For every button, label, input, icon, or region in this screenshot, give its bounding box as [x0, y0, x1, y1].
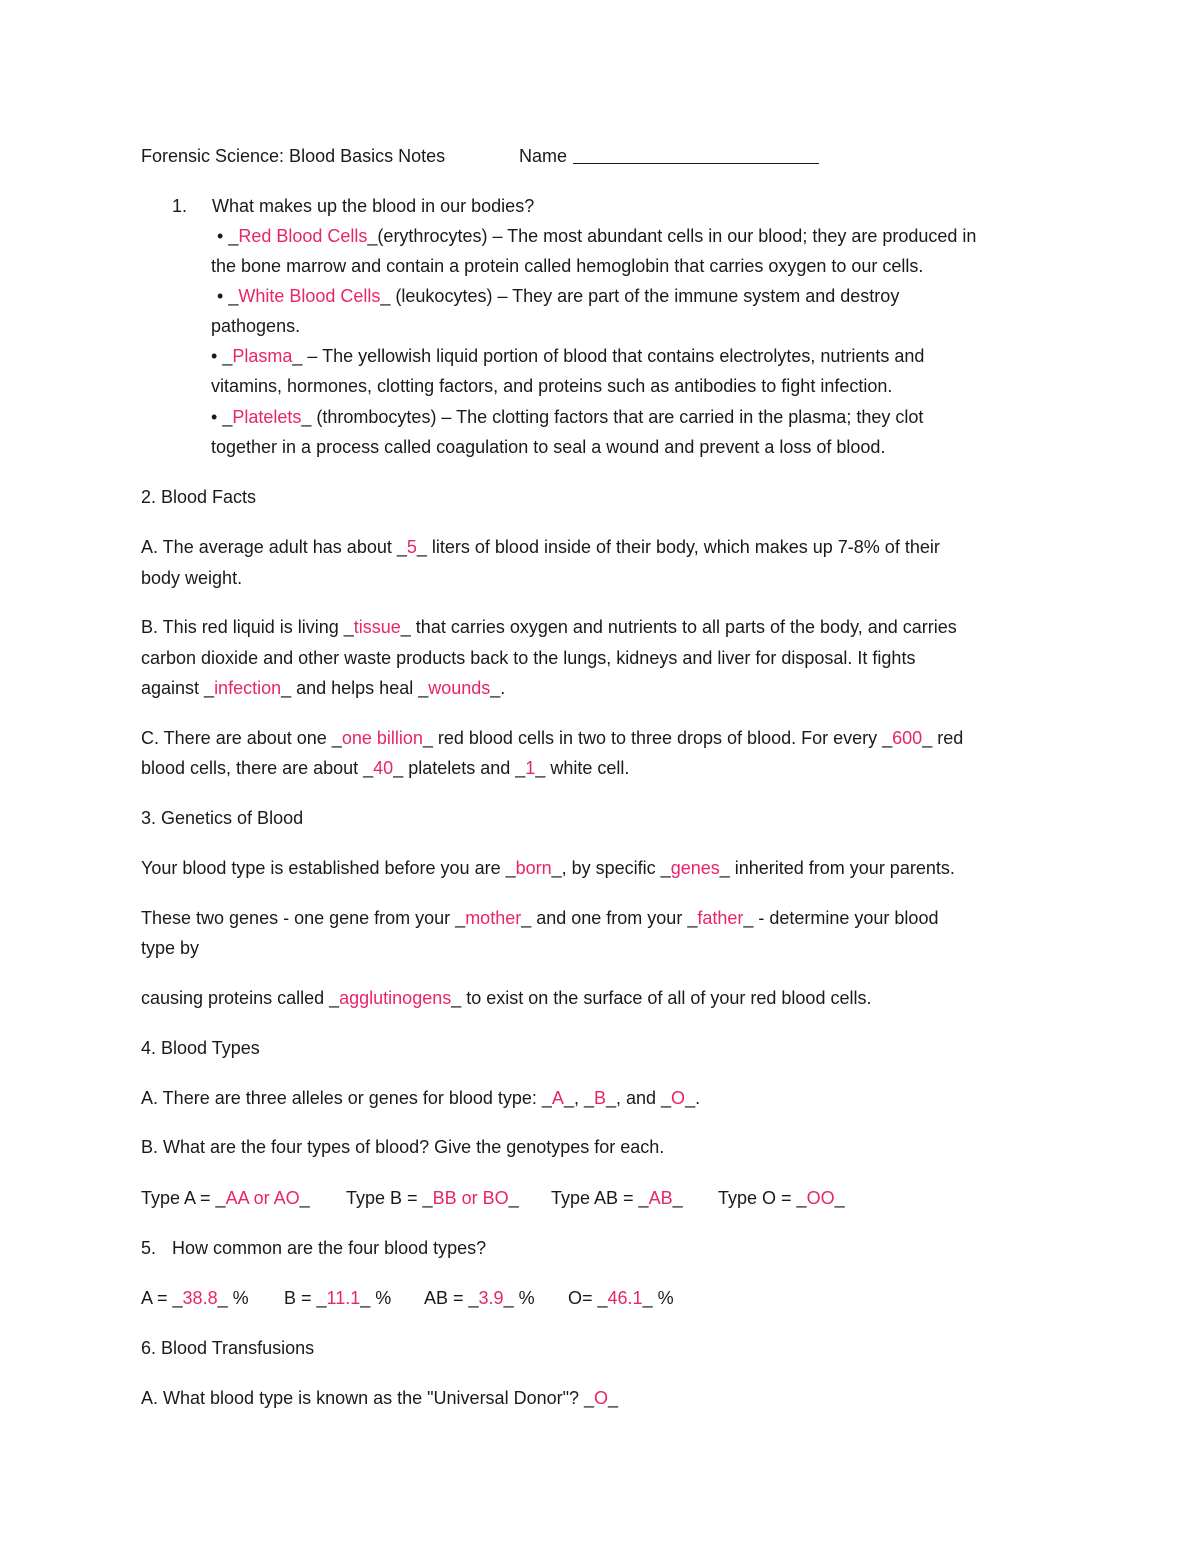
section-heading-transfusions: 6. Blood Transfusions [141, 1338, 315, 1358]
fact-b-text: B. This red liquid is living _ [141, 617, 354, 637]
blood-types-b: B. What are the four types of blood? Give the genotypes for each. [141, 1137, 665, 1157]
blank-end: _ [672, 1188, 683, 1208]
type-ab-label: Type AB = _ [551, 1188, 649, 1208]
fact-b-line-2: carbon dioxide and other waste products back to the lungs, kidneys and liver for disposal. It fights [141, 648, 916, 668]
rbc-continuation: the bone marrow and contain a protein called hemoglobin that carries oxygen to our cells. [211, 256, 924, 276]
question-number: 5. [141, 1238, 157, 1258]
answer-mother: mother [465, 908, 522, 928]
genetics-p2-continuation: type by [141, 938, 200, 958]
genetics-p2 [141, 907, 938, 929]
question-5 [141, 1237, 486, 1259]
blood-types-a-text-2: _, _ [563, 1088, 594, 1108]
document-title: Forensic Science: Blood Basics Notes [141, 146, 446, 166]
rbc-item [217, 225, 976, 247]
answer-genes: genes [670, 858, 720, 878]
transfusions-a-text: A. What blood type is known as the "Universal Donor"? _ [141, 1388, 595, 1408]
fact-b [141, 616, 957, 638]
blank-end: _ [608, 1388, 619, 1408]
percent-b [284, 1287, 391, 1309]
fact-a-continuation: body weight. [141, 568, 243, 588]
answer-allele-b: B [593, 1088, 606, 1108]
name-blank-line [573, 147, 819, 164]
genetics-p3 [141, 987, 871, 1009]
answer-1: 1 [525, 758, 536, 778]
answer-40: 40 [373, 758, 394, 778]
rbc-description: _(erythrocytes) – The most abundant cells in our blood; they are produced in [367, 226, 977, 246]
type-o-label: Type O = _ [718, 1188, 807, 1208]
answer-percent-a: 38.8 [182, 1288, 218, 1308]
genetics-p1-text-2: _, by specific _ [551, 858, 671, 878]
blood-types-a-text: A. There are three alleles or genes for blood type: _ [141, 1088, 552, 1108]
blank-marker: _ [228, 286, 239, 306]
fact-c-text: C. There are about one _ [141, 728, 342, 748]
genotype-type-b [346, 1187, 519, 1209]
answer-universal-donor: O [594, 1388, 609, 1408]
genetics-p1 [141, 857, 955, 879]
plasma-item [211, 345, 924, 367]
answer-father: father [697, 908, 744, 928]
answer-genotype-b: BB or BO [432, 1188, 509, 1208]
fact-c-line-2 [141, 757, 629, 779]
platelets-item [211, 406, 923, 428]
answer-plasma: Plasma [232, 346, 293, 366]
fact-c-text-4: blood cells, there are about _ [141, 758, 374, 778]
bullet-icon: • [217, 286, 224, 306]
question-1 [172, 195, 534, 217]
fact-c [141, 727, 963, 749]
blood-types-a-text-3: _, and _ [605, 1088, 672, 1108]
answer-allele-a: A [551, 1088, 564, 1108]
document-header [141, 145, 445, 167]
genotype-type-ab [551, 1187, 683, 1209]
answer-percent-o: 46.1 [607, 1288, 643, 1308]
question-text: What makes up the blood in our bodies? [212, 196, 535, 216]
name-field [519, 145, 819, 167]
answer-agglutinogens: agglutinogens [339, 988, 452, 1008]
genetics-p1-text-3: _ inherited from your parents. [719, 858, 955, 878]
section-heading-genetics: 3. Genetics of Blood [141, 808, 304, 828]
answer-percent-b: 11.1 [326, 1288, 361, 1308]
blank-end: _ [834, 1188, 845, 1208]
fact-c-text-6: _ white cell. [535, 758, 630, 778]
blood-types-a-text-4: _. [685, 1088, 701, 1108]
blank-marker: _ [228, 226, 239, 246]
bullet-icon: • [211, 346, 218, 366]
percent-ab-label: AB = _ [424, 1288, 479, 1308]
wbc-description: _ (leukocytes) – They are part of the immune system and destroy [380, 286, 900, 306]
percent-o-label: O= _ [568, 1288, 608, 1308]
fact-a-text: A. The average adult has about _ [141, 537, 407, 557]
genetics-p2-text: These two genes - one gene from your _ [141, 908, 466, 928]
blank-end: _ [508, 1188, 519, 1208]
answer-one-billion: one billion [341, 728, 423, 748]
name-label: Name [519, 146, 568, 166]
fact-b-text-2: _ that carries oxygen and nutrients to all parts of the body, and carries [400, 617, 957, 637]
type-a-label: Type A = _ [141, 1188, 226, 1208]
wbc-continuation: pathogens. [211, 316, 301, 336]
section-heading-blood-facts: 2. Blood Facts [141, 487, 257, 507]
fact-b-text-3: against _ [141, 678, 215, 698]
answer-platelets: Platelets [232, 407, 302, 427]
plasma-continuation: vitamins, hormones, clotting factors, and proteins such as antibodies to fight infection. [211, 376, 893, 396]
bullet-icon: • [211, 407, 218, 427]
percent-a-label: A = _ [141, 1288, 183, 1308]
genetics-p2-text-2: _ and one from your _ [521, 908, 698, 928]
type-b-label: Type B = _ [346, 1188, 433, 1208]
percent-sign: _ % [503, 1288, 535, 1308]
answer-genotype-ab: AB [648, 1188, 673, 1208]
fact-b-text-5: _. [490, 678, 506, 698]
genetics-p1-text: Your blood type is established before you are _ [141, 858, 516, 878]
transfusions-a [141, 1387, 618, 1409]
platelets-continuation: together in a process called coagulation to seal a wound and prevent a loss of blood. [211, 437, 886, 457]
percent-ab [424, 1287, 535, 1309]
answer-wounds: wounds [428, 678, 491, 698]
fact-c-text-5: _ platelets and _ [393, 758, 526, 778]
answer-liters: 5 [406, 537, 417, 557]
genetics-p2-text-3: _ - determine your blood [743, 908, 939, 928]
fact-c-text-3: _ red [922, 728, 964, 748]
percent-o [568, 1287, 674, 1309]
answer-born: born [515, 858, 552, 878]
blood-types-a [141, 1087, 700, 1109]
wbc-item [217, 285, 899, 307]
answer-percent-ab: 3.9 [478, 1288, 504, 1308]
percent-b-label: B = _ [284, 1288, 327, 1308]
answer-genotype-o: OO [806, 1188, 835, 1208]
section-heading-blood-types: 4. Blood Types [141, 1038, 260, 1058]
genotype-type-a [141, 1187, 310, 1209]
question-text: How common are the four blood types? [172, 1238, 487, 1258]
genetics-p3-text: causing proteins called _ [141, 988, 340, 1008]
answer-600: 600 [892, 728, 923, 748]
genetics-p3-text-2: _ to exist on the surface of all of your red blood cells. [451, 988, 872, 1008]
platelets-description: _ (thrombocytes) – The clotting factors that are carried in the plasma; they clot [301, 407, 924, 427]
percent-sign: _ % [642, 1288, 674, 1308]
fact-b-text-4: _ and helps heal _ [281, 678, 429, 698]
fact-a-text-2: _ liters of blood inside of their body, which makes up 7-8% of their [416, 537, 940, 557]
genotype-type-o [718, 1187, 845, 1209]
blank-marker: _ [222, 346, 233, 366]
blank-marker: _ [222, 407, 233, 427]
fact-c-text-2: _ red blood cells in two to three drops of blood. For every _ [422, 728, 893, 748]
plasma-description: _ – The yellowish liquid portion of blood that contains electrolytes, nutrients and [292, 346, 925, 366]
answer-allele-o: O [671, 1088, 686, 1108]
percent-a [141, 1287, 249, 1309]
percent-sign: _ % [217, 1288, 249, 1308]
fact-a [141, 536, 940, 558]
answer-tissue: tissue [353, 617, 401, 637]
question-number: 1. [172, 196, 188, 216]
answer-genotype-a: AA or AO [225, 1188, 300, 1208]
answer-white-blood-cells: White Blood Cells [238, 286, 381, 306]
blank-end: _ [299, 1188, 310, 1208]
answer-red-blood-cells: Red Blood Cells [238, 226, 368, 246]
percent-sign: _ % [360, 1288, 392, 1308]
bullet-icon: • [217, 226, 224, 246]
answer-infection: infection [214, 678, 282, 698]
fact-b-line-3 [141, 677, 505, 699]
